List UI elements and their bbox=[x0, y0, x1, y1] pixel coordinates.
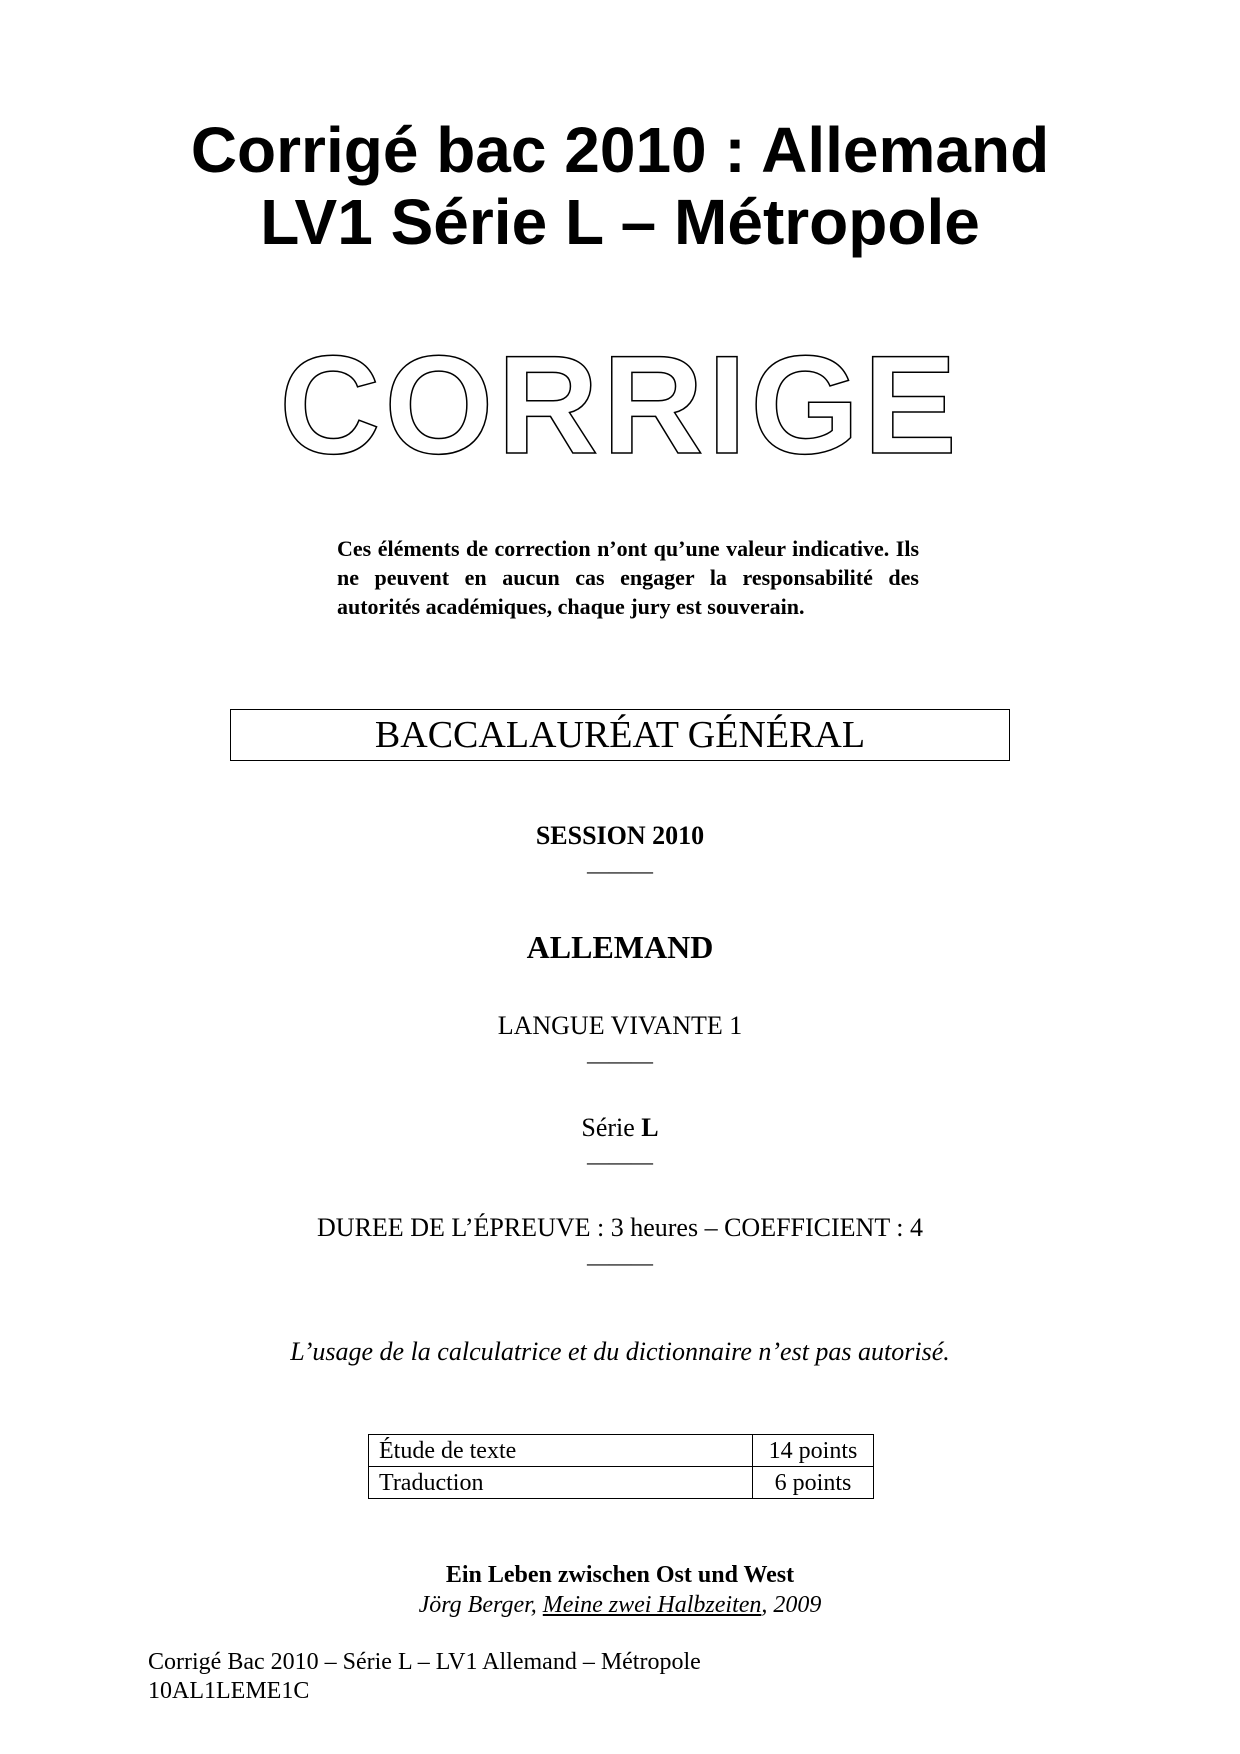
table-cell-points: 14 points bbox=[753, 1435, 874, 1467]
footer-line-2: 10AL1LEME1C bbox=[148, 1678, 310, 1704]
separator-rule: ——— bbox=[587, 858, 653, 883]
text-year: , 2009 bbox=[761, 1592, 822, 1618]
language-label: LANGUE VIVANTE 1 bbox=[497, 1011, 743, 1040]
points-table bbox=[368, 1434, 874, 1499]
separator-rule: ——— bbox=[587, 1149, 653, 1174]
page-title-line-2: LV1 Série L – Métropole bbox=[260, 186, 980, 258]
table-cell-part: Étude de texte bbox=[369, 1435, 753, 1467]
separator-rule: ——— bbox=[587, 1250, 653, 1275]
text-title: Ein Leben zwischen Ost und West bbox=[445, 1562, 795, 1588]
table-cell-part: Traduction bbox=[369, 1467, 753, 1499]
table-cell-points: 6 points bbox=[753, 1467, 874, 1499]
serie-label bbox=[0, 1112, 1240, 1144]
disclaimer-text: Ces éléments de correction n’ont qu’une valeur indicative. Ils ne peuvent en aucun cas engager la responsabilité des autorités académiques, chaque jury est souverain. bbox=[337, 536, 919, 619]
text-book-title: Meine zwei Halbzeiten bbox=[542, 1592, 762, 1618]
table-row bbox=[369, 1435, 874, 1467]
session-label: SESSION 2010 bbox=[535, 821, 705, 850]
separator-rule: ——— bbox=[587, 1048, 653, 1073]
serie-letter: L bbox=[641, 1113, 659, 1142]
serie-prefix: Série bbox=[581, 1113, 635, 1142]
page-title-line-1: Corrigé bac 2010 : Allemand bbox=[190, 114, 1050, 186]
table-row bbox=[369, 1467, 874, 1499]
footer-line-1: Corrigé Bac 2010 – Série L – LV1 Allemand – Métropole bbox=[148, 1649, 701, 1675]
text-source bbox=[0, 1590, 1240, 1620]
usage-note: L’usage de la calculatrice et du dictionnaire n’est pas autorisé. bbox=[290, 1337, 950, 1366]
subject-label: ALLEMAND bbox=[526, 929, 714, 965]
corrige-outline-stamp: CORRIGE bbox=[279, 326, 961, 483]
page-footer bbox=[148, 1648, 701, 1706]
text-author: Jörg Berger, bbox=[418, 1592, 537, 1618]
exam-title-box: BACCALAURÉAT GÉNÉRAL bbox=[230, 709, 1010, 761]
duration-coefficient: DUREE DE L’ÉPREUVE : 3 heures – COEFFICIENT : 4 bbox=[317, 1213, 923, 1242]
